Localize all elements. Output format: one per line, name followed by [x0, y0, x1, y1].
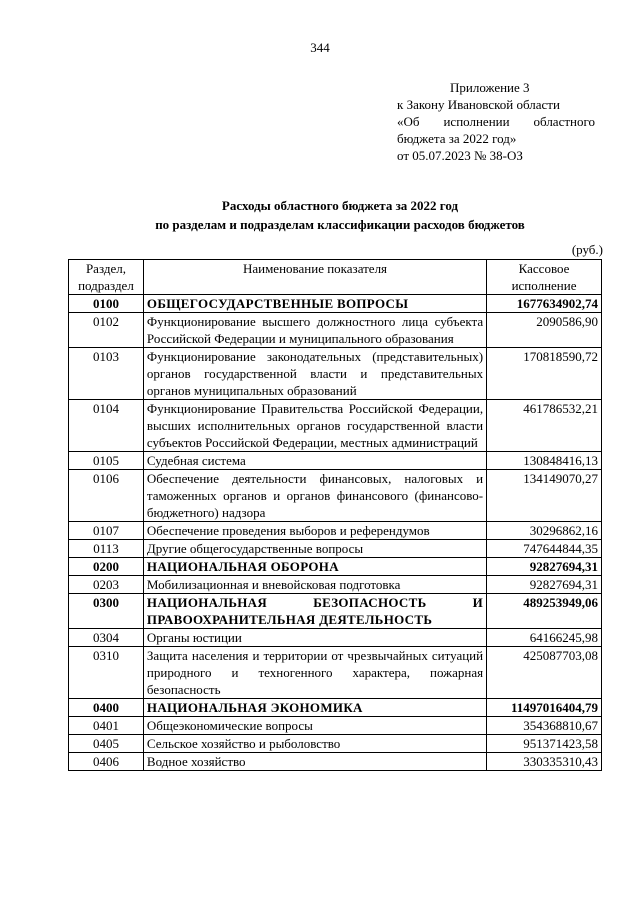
row-amount: 489253949,06 [487, 594, 602, 629]
appendix-line-3: «Об исполнении областного [397, 114, 595, 129]
row-code: 0405 [69, 735, 144, 753]
row-amount: 2090586,90 [487, 313, 602, 348]
appendix-line-1: Приложение 3 [450, 80, 530, 95]
table-body [69, 295, 602, 771]
row-amount: 92827694,31 [487, 558, 602, 576]
row-amount: 170818590,72 [487, 348, 602, 400]
row-name: ОБЩЕГОСУДАРСТВЕННЫЕ ВОПРОСЫ [143, 295, 486, 313]
row-name: Защита населения и территории от чрезвычайных ситуаций природного и техногенного характера, пожарная безопасность [143, 647, 486, 699]
row-amount: 330335310,43 [487, 753, 602, 771]
row-amount: 134149070,27 [487, 470, 602, 522]
table-header-row [69, 260, 602, 295]
row-amount: 64166245,98 [487, 629, 602, 647]
row-code: 0310 [69, 647, 144, 699]
row-code: 0104 [69, 400, 144, 452]
row-name: Обеспечение деятельности финансовых, налоговых и таможенных органов и органов финансового (финансово-бюджетного) надзора [143, 470, 486, 522]
row-name: НАЦИОНАЛЬНАЯ ЭКОНОМИКА [143, 699, 486, 717]
table-row [69, 647, 602, 699]
table-row [69, 629, 602, 647]
appendix-line-4: бюджета за 2022 год» [397, 131, 517, 146]
table-row [69, 522, 602, 540]
table-row [69, 540, 602, 558]
header-name: Наименование показателя [143, 260, 486, 295]
row-name: Мобилизационная и вневойсковая подготовка [143, 576, 486, 594]
row-code: 0203 [69, 576, 144, 594]
row-name: Обеспечение проведения выборов и референдумов [143, 522, 486, 540]
row-code: 0106 [69, 470, 144, 522]
section-row [69, 558, 602, 576]
row-amount: 461786532,21 [487, 400, 602, 452]
row-code: 0400 [69, 699, 144, 717]
row-code: 0401 [69, 717, 144, 735]
row-name: НАЦИОНАЛЬНАЯ БЕЗОПАСНОСТЬ И ПРАВООХРАНИТЕЛЬНАЯ ДЕЯТЕЛЬНОСТЬ [143, 594, 486, 629]
row-code: 0100 [69, 295, 144, 313]
row-name: Функционирование законодательных (представительных) органов государственной власти и представительных органов муниципальных образований [143, 348, 486, 400]
row-code: 0304 [69, 629, 144, 647]
row-code: 0105 [69, 452, 144, 470]
row-amount: 354368810,67 [487, 717, 602, 735]
appendix-line-5: от 05.07.2023 № 38-ОЗ [397, 148, 523, 163]
row-amount: 130848416,13 [487, 452, 602, 470]
row-amount: 425087703,08 [487, 647, 602, 699]
row-amount: 747644844,35 [487, 540, 602, 558]
row-amount: 951371423,58 [487, 735, 602, 753]
table-row [69, 348, 602, 400]
row-name: Судебная система [143, 452, 486, 470]
row-name: Общеэкономические вопросы [143, 717, 486, 735]
row-code: 0200 [69, 558, 144, 576]
table-row [69, 576, 602, 594]
row-code: 0113 [69, 540, 144, 558]
row-name: Сельское хозяйство и рыболовство [143, 735, 486, 753]
row-amount: 11497016404,79 [487, 699, 602, 717]
title-line-1: Расходы областного бюджета за 2022 год [221, 198, 459, 213]
row-code: 0406 [69, 753, 144, 771]
header-amount: Кассовое исполнение [487, 260, 602, 295]
title-line-2: по разделам и подразделам классификации расходов бюджетов [155, 217, 525, 232]
row-amount: 1677634902,74 [487, 295, 602, 313]
page-number: 344 [310, 40, 330, 55]
header-code: Раздел, подраздел [69, 260, 144, 295]
row-name: Органы юстиции [143, 629, 486, 647]
table-row [69, 753, 602, 771]
appendix-note [397, 79, 595, 164]
row-name: Функционирование высшего должностного лица субъекта Российской Федерации и муниципального образования [143, 313, 486, 348]
table-row [69, 452, 602, 470]
table-row [69, 735, 602, 753]
table-row [69, 313, 602, 348]
section-row [69, 594, 602, 629]
appendix-line-2: к Закону Ивановской области [397, 97, 560, 112]
table-row [69, 717, 602, 735]
row-name: Другие общегосударственные вопросы [143, 540, 486, 558]
section-row [69, 699, 602, 717]
section-row [69, 295, 602, 313]
row-amount: 92827694,31 [487, 576, 602, 594]
row-code: 0102 [69, 313, 144, 348]
row-code: 0107 [69, 522, 144, 540]
table-row [69, 470, 602, 522]
table-row [69, 400, 602, 452]
expenditure-table [68, 259, 602, 771]
row-name: НАЦИОНАЛЬНАЯ ОБОРОНА [143, 558, 486, 576]
row-code: 0103 [69, 348, 144, 400]
row-name: Водное хозяйство [143, 753, 486, 771]
row-name: Функционирование Правительства Российской Федерации, высших исполнительных органов государственной власти субъектов Российской Федерации, местных администраций [143, 400, 486, 452]
row-amount: 30296862,16 [487, 522, 602, 540]
row-code: 0300 [69, 594, 144, 629]
currency-note: (руб.) [571, 242, 603, 257]
document-title [0, 196, 640, 234]
